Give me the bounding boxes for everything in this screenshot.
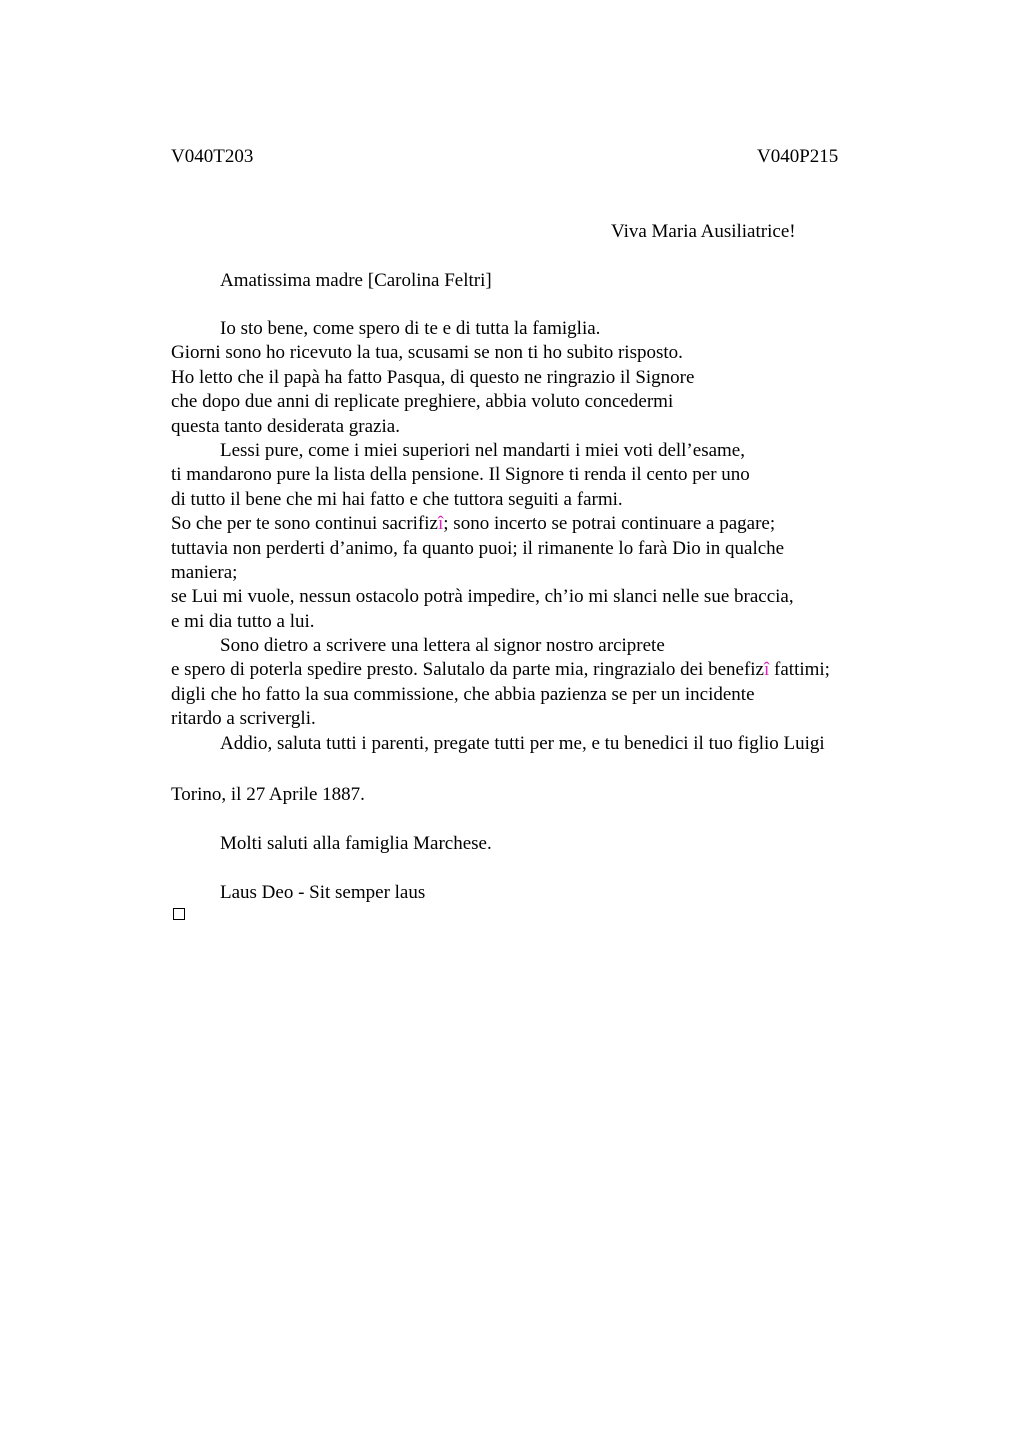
body-line: Ho letto che il papà ha fatto Pasqua, di questo ne ringrazio il Signore <box>171 366 695 388</box>
body-line: Io sto bene, come spero di te e di tutta la famiglia. <box>220 318 601 339</box>
postscript: Molti saluti alla famiglia Marchese. <box>220 833 492 854</box>
salutation: Amatissima madre [Carolina Feltri] <box>220 270 492 291</box>
body-line: che dopo due anni di replicate preghiere, abbia voluto concedermi <box>171 391 674 413</box>
body-text-segment: e spero di poterla spedire presto. Salutalo da parte mia, ringrazialo dei benefiz <box>171 659 764 681</box>
body-line: ti mandarono pure la lista della pensione. Il Signore ti renda il cento per uno <box>171 464 750 486</box>
body-line: di tutto il bene che mi hai fatto e che tuttora seguiti a farmi. <box>171 488 623 510</box>
body-line: Lessi pure, come i miei superiori nel mandarti i miei voti dell’esame, <box>220 439 745 461</box>
highlighted-character: î <box>764 659 770 681</box>
body-line: Sono dietro a scrivere una lettera al signor nostro arciprete <box>220 635 665 657</box>
body-line <box>171 658 931 682</box>
body-line: maniera; <box>171 561 238 583</box>
body-text-segment: ; sono incerto se potrai continuare a pagare; <box>443 513 776 535</box>
header-left-code: V040T203 <box>171 146 254 167</box>
closing-line: Laus Deo - Sit semper laus <box>220 882 426 903</box>
body-line: Giorni sono ho ricevuto la tua, scusami se non ti ho subito risposto. <box>171 342 683 364</box>
highlighted-character: î <box>437 513 444 535</box>
invocation: Viva Maria Ausiliatrice! <box>611 221 796 242</box>
body-line: digli che ho fatto la sua commissione, che abbia pazienza se per un incidente <box>171 683 755 705</box>
body-text-segment: So che per te sono continui sacrifiz <box>171 513 438 535</box>
body-line: questa tanto desiderata grazia. <box>171 415 400 437</box>
header-right-code: V040P215 <box>757 146 839 167</box>
checkbox-square-icon <box>173 908 185 920</box>
body-line: se Lui mi vuole, nessun ostacolo potrà impedire, ch’io mi slanci nelle sue braccia, <box>171 586 794 608</box>
body-text-segment: fattimi; <box>769 659 830 681</box>
body-line: e mi dia tutto a lui. <box>171 610 315 632</box>
place-date: Torino, il 27 Aprile 1887. <box>171 784 365 805</box>
body-line: Addio, saluta tutti i parenti, pregate tutti per me, e tu benedici il tuo figlio Luigi <box>220 732 825 754</box>
body-line <box>171 512 931 536</box>
body-line: ritardo a scrivergli. <box>171 708 316 730</box>
body-line: tuttavia non perderti d’animo, fa quanto puoi; il rimanente lo farà Dio in qualche <box>171 537 785 559</box>
letter-body <box>171 317 931 756</box>
